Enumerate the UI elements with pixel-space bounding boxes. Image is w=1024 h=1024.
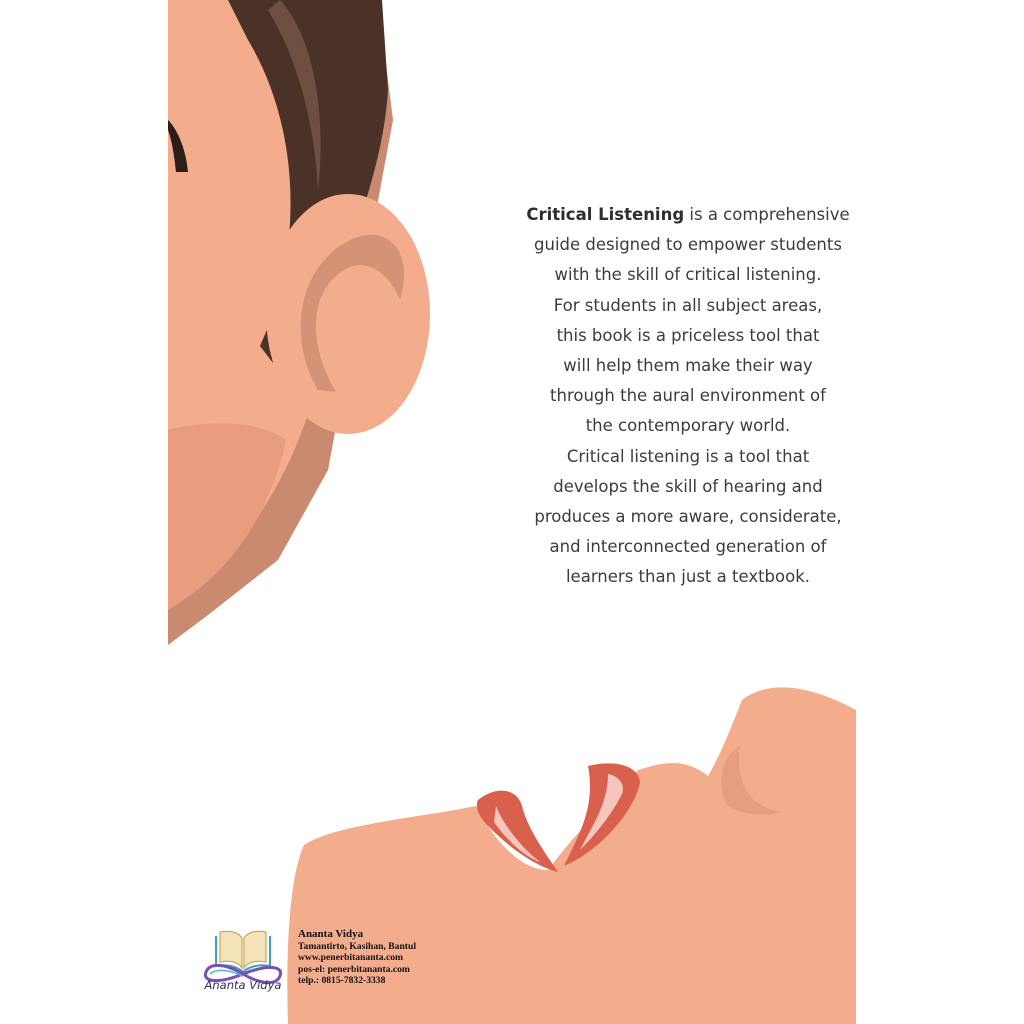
blurb-line: through the aural environment of <box>550 386 826 406</box>
blurb-line: develops the skill of hearing and <box>553 476 823 496</box>
ear-icon <box>266 194 430 434</box>
blurb-line: guide designed to empower students <box>534 235 842 255</box>
blurb-line: For students in all subject areas, <box>553 295 823 315</box>
publisher-contact <box>298 928 416 987</box>
blurb-line: the contemporary world. <box>585 416 791 436</box>
publisher-block <box>196 928 496 998</box>
book-back-cover <box>168 0 856 1024</box>
book-title-inline: Critical Listening <box>526 205 685 224</box>
publisher-name: Ananta Vidya <box>298 928 364 940</box>
blurb-text: is a comprehensive <box>684 205 850 224</box>
blurb-line: with the skill of critical listening. <box>554 265 822 285</box>
publisher-phone: telp.: 0815-7832-3338 <box>298 975 386 987</box>
publisher-email: pos-el: penerbitananta.com <box>298 963 410 975</box>
logo-wordmark: Ananta Vidya <box>204 978 282 992</box>
blurb-line: learners than just a textbook. <box>565 567 811 587</box>
blurb-line: will help them make their way <box>563 356 813 376</box>
back-cover-blurb <box>438 200 856 593</box>
publisher-website: www.penerbitananta.com <box>298 952 403 964</box>
blurb-line <box>438 200 856 230</box>
blurb-line: produces a more aware, considerate, <box>534 507 842 527</box>
blurb-line: and interconnected generation of <box>549 537 827 557</box>
publisher-address: Tamantirto, Kasihan, Bantul <box>298 941 416 952</box>
blurb-line: this book is a priceless tool that <box>556 325 820 345</box>
blurb-line: Critical listening is a tool that <box>566 446 810 466</box>
listening-head-illustration <box>168 0 430 645</box>
